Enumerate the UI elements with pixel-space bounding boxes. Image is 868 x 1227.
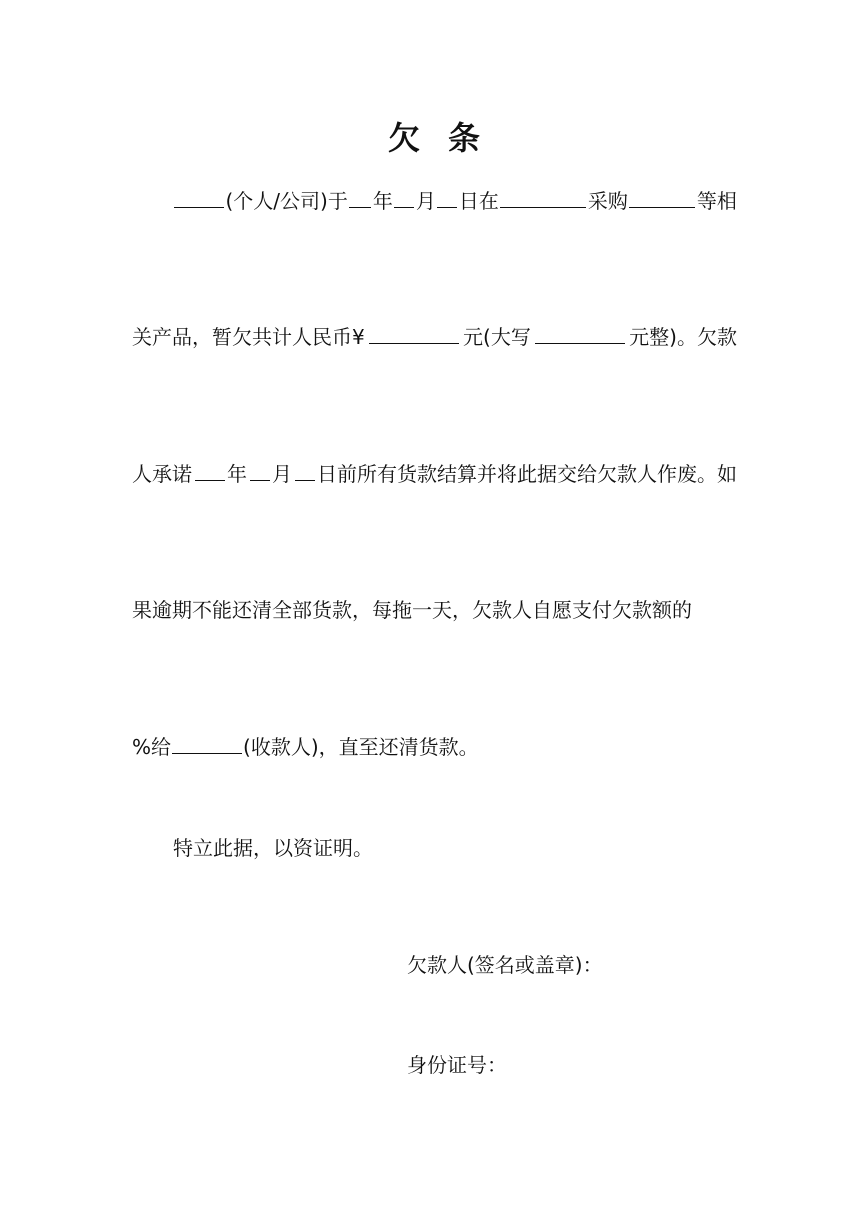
body-line-2 (132, 323, 737, 351)
body-line-6 (173, 834, 737, 862)
purchase-place-blank[interactable] (499, 187, 587, 215)
title-char-1: 欠 (387, 119, 420, 157)
body-text: 特立此据，以资证明。 (173, 836, 373, 860)
debtor-signature-label: 欠款人(签名或盖章)： (407, 953, 603, 977)
body-text: 果逾期不能还清全部货款，每拖一天，欠款人自愿支付欠款额的 (132, 598, 692, 622)
purchase-month-blank[interactable] (393, 187, 415, 215)
document-title (0, 118, 868, 158)
body-text: 月 (415, 189, 436, 213)
body-text: 日前所有货款结算并将此据交给欠款人作废。如 (317, 462, 737, 486)
purchase-year-blank[interactable] (348, 187, 372, 215)
amount-words-blank[interactable] (534, 323, 626, 351)
payee-blank[interactable] (171, 733, 243, 761)
due-month-blank[interactable] (249, 460, 271, 488)
body-text: %给 (132, 735, 172, 759)
body-line-3 (132, 460, 737, 488)
purchase-day-blank[interactable] (436, 187, 458, 215)
body-text: (个人/公司)于 (225, 189, 348, 213)
body-text: 关产品，暂欠共计人民币¥ (132, 325, 365, 349)
due-year-blank[interactable] (194, 460, 226, 488)
body-text: 元(大写 (463, 325, 531, 349)
body-text: 等相 (696, 189, 737, 213)
debtor-name-blank[interactable] (173, 187, 225, 215)
body-text: 年 (227, 462, 247, 486)
body-text: 人承诺 (132, 462, 192, 486)
body-line-4 (132, 596, 737, 624)
body-text: 采购 (587, 189, 628, 213)
body-text: 月 (272, 462, 292, 486)
title-char-2: 条 (448, 119, 481, 157)
body-text: (收款人)，直至还清货款。 (243, 735, 479, 759)
body-line-5 (132, 733, 737, 761)
amount-number-blank[interactable] (368, 323, 460, 351)
body-line-1 (173, 187, 737, 215)
body-text: 元整)。欠款 (629, 325, 737, 349)
due-day-blank[interactable] (294, 460, 316, 488)
body-text: 日在 (458, 189, 499, 213)
purchase-item-blank[interactable] (628, 187, 696, 215)
body-text: 年 (372, 189, 393, 213)
id-number-label: 身份证号： (407, 1053, 507, 1077)
